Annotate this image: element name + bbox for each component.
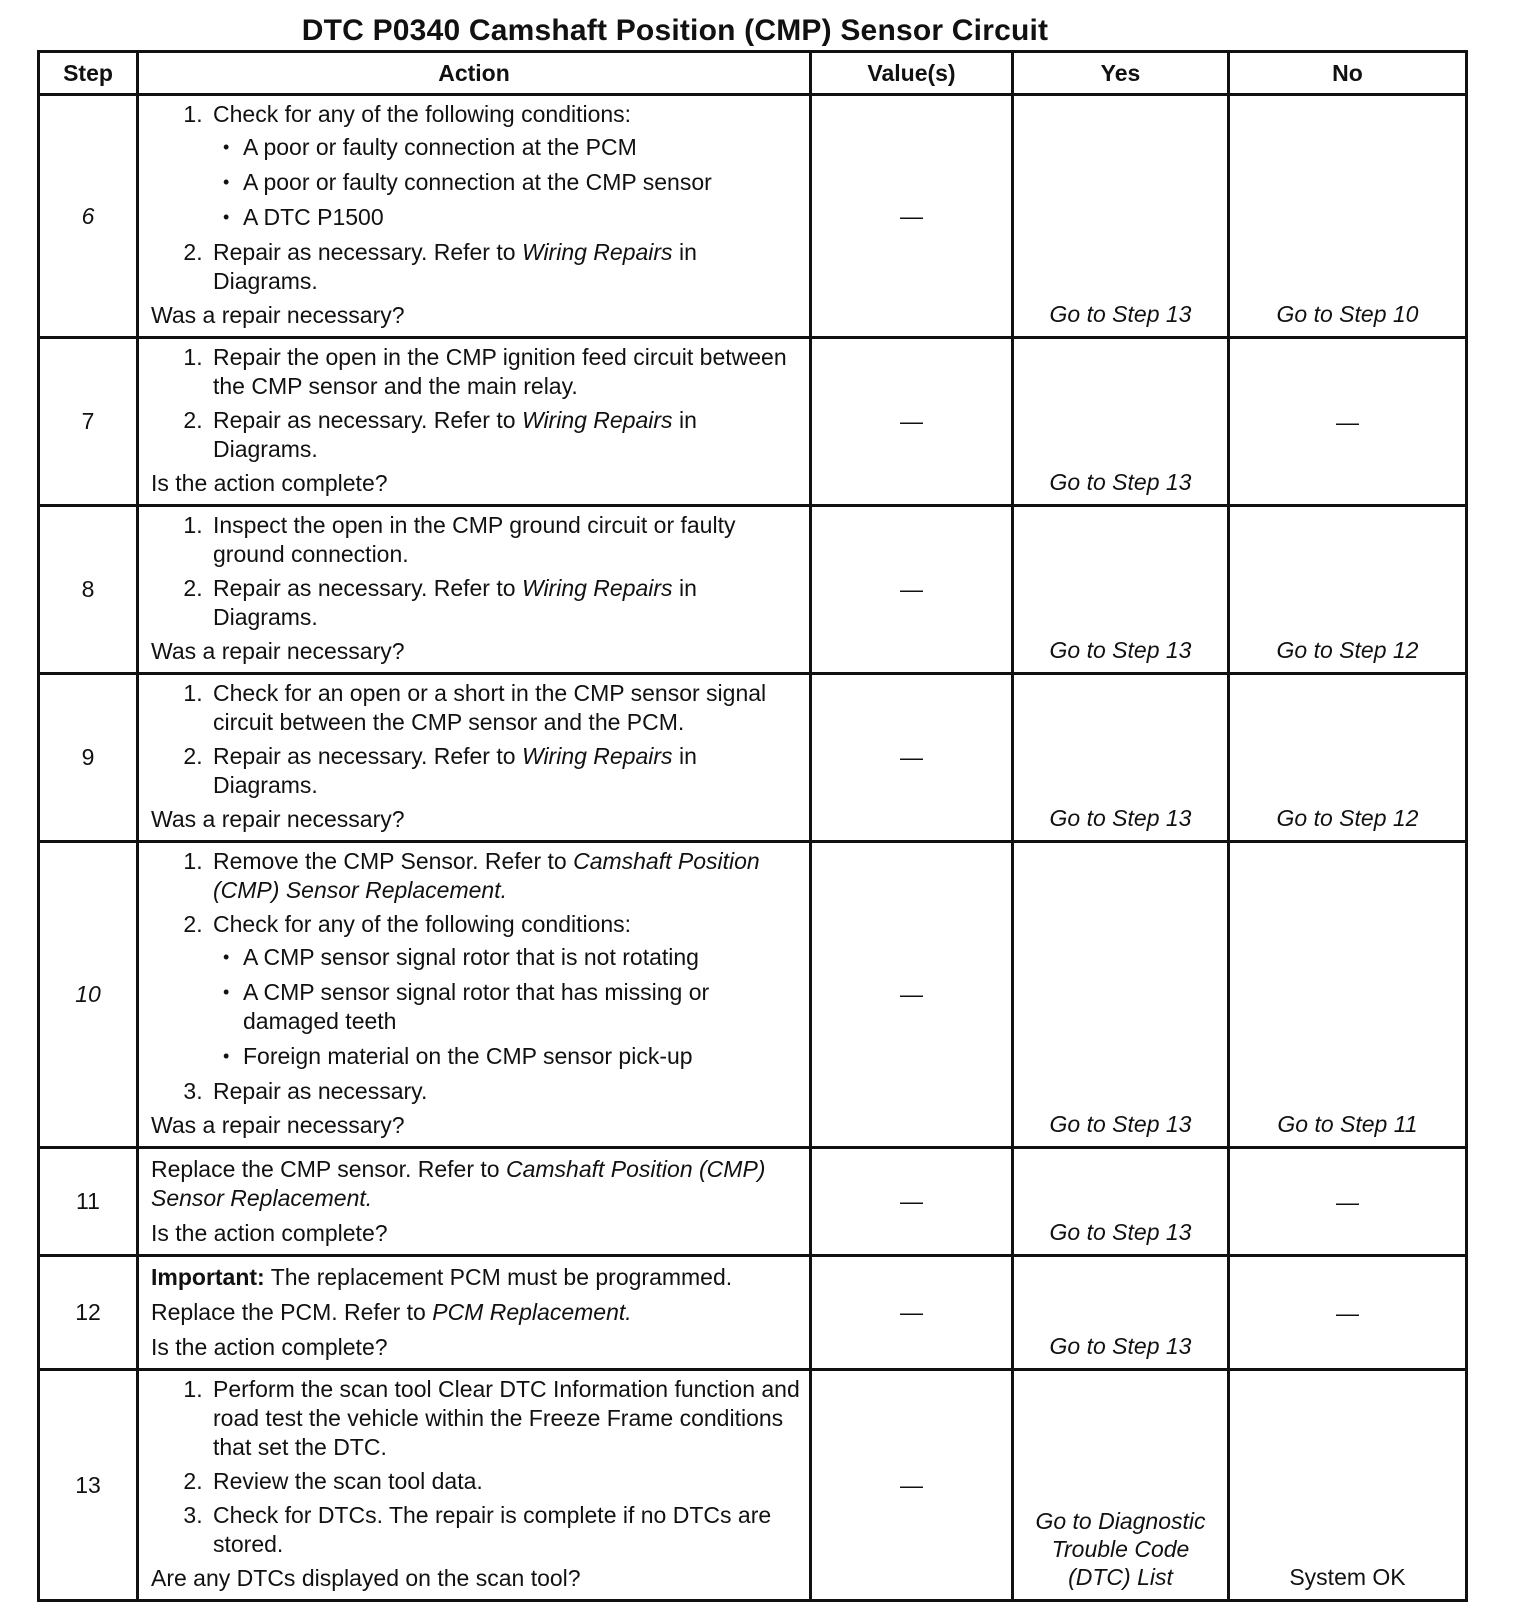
action-cell (138, 1370, 811, 1601)
condition-bullet: • A CMP sensor signal rotor that is not rotating (223, 943, 801, 972)
yes-cell: Go to Step 13 (1013, 1148, 1229, 1256)
reference-link: Wiring Repairs (521, 743, 673, 769)
step-number: 12 (39, 1256, 138, 1370)
value-cell: — (811, 1256, 1013, 1370)
reference-link: Camshaft Position (CMP) Sensor Replacement. (213, 848, 760, 903)
yes-cell: Go to Step 13 (1013, 842, 1229, 1148)
header-row (39, 52, 1467, 95)
action-item: 1. Perform the scan tool Clear DTC Information function and road test the vehicle within the Freeze Frame conditions that set the DTC. (209, 1375, 801, 1462)
condition-bullet: • A DTC P1500 (223, 203, 801, 232)
no-cell: Go to Step 11 (1229, 842, 1467, 1148)
yes-cell: Go to Step 13 (1013, 674, 1229, 842)
action-item: 1. Remove the CMP Sensor. Refer to Camshaft Position (CMP) Sensor Replacement. (209, 847, 801, 905)
step-number: 9 (39, 674, 138, 842)
question-text: Is the action complete? (151, 1334, 388, 1360)
value-cell: — (811, 674, 1013, 842)
value-cell: — (811, 338, 1013, 506)
question-text: Is the action complete? (151, 1220, 388, 1246)
yes-cell: Go to Step 13 (1013, 338, 1229, 506)
table-row (39, 506, 1467, 674)
value-cell: — (811, 95, 1013, 338)
action-item: 2. Repair as necessary. Refer to Wiring Repairs in Diagrams. (209, 574, 801, 632)
step-number: 13 (39, 1370, 138, 1601)
condition-bullet: • A CMP sensor signal rotor that has missing or damaged teeth (223, 978, 801, 1036)
step-number: 10 (39, 842, 138, 1148)
no-cell: — (1229, 1148, 1467, 1256)
value-cell: — (811, 506, 1013, 674)
value-cell: — (811, 842, 1013, 1148)
reference-link: Wiring Repairs (521, 239, 673, 265)
action-item: 1. Check for any of the following conditions: • A poor or faulty connection at the PCM • A poor or faulty connection at the CMP sensor • A DTC P1500 (209, 100, 801, 232)
yes-cell: Go to Diagnostic Trouble Code (DTC) List (1013, 1370, 1229, 1601)
no-cell: Go to Step 10 (1229, 95, 1467, 338)
question-text: Is the action complete? (151, 470, 388, 496)
header-step: Step (39, 52, 138, 95)
action-cell (138, 338, 811, 506)
yes-cell: Go to Step 13 (1013, 1256, 1229, 1370)
reference-link: Camshaft Position (CMP) Sensor Replacement. (151, 1156, 766, 1211)
action-item: 3. Check for DTCs. The repair is complete if no DTCs are stored. (209, 1501, 801, 1559)
step-number: 7 (39, 338, 138, 506)
table-row (39, 674, 1467, 842)
table-row (39, 1256, 1467, 1370)
question-text: Was a repair necessary? (151, 806, 405, 832)
reference-link: Diagnostic Trouble Code (DTC) List (1051, 1508, 1206, 1590)
action-item: 2. Review the scan tool data. (209, 1467, 801, 1496)
no-cell: — (1229, 338, 1467, 506)
no-cell: Go to Step 12 (1229, 674, 1467, 842)
value-cell: — (811, 1370, 1013, 1601)
question-text: Was a repair necessary? (151, 302, 405, 328)
step-number: 6 (39, 95, 138, 338)
action-item: 2. Check for any of the following conditions: • A CMP sensor signal rotor that is not rotating • A CMP sensor signal rotor that has missing or damaged teeth • Foreign material on the CMP sensor pick-up (209, 910, 801, 1071)
yes-cell: Go to Step 13 (1013, 506, 1229, 674)
page-title: DTC P0340 Camshaft Position (CMP) Sensor Circuit (301, 14, 1049, 47)
header-no: No (1229, 52, 1467, 95)
action-cell (138, 674, 811, 842)
table-row (39, 842, 1467, 1148)
action-cell (138, 842, 811, 1148)
action-item: 1. Check for an open or a short in the CMP sensor signal circuit between the CMP sensor and the PCM. (209, 679, 801, 737)
action-cell: Replace the CMP sensor. Refer to Camshaft Position (CMP) Sensor Replacement. Is the action complete? (138, 1148, 811, 1256)
diagnostic-table (37, 50, 1468, 1602)
action-item: 2. Repair as necessary. Refer to Wiring Repairs in Diagrams. (209, 406, 801, 464)
header-values: Value(s) (811, 52, 1013, 95)
yes-cell: Go to Step 13 (1013, 95, 1229, 338)
no-cell: System OK (1229, 1370, 1467, 1601)
action-cell: Important: The replacement PCM must be programmed. Replace the PCM. Refer to PCM Replacement. Is the action complete? (138, 1256, 811, 1370)
action-item: 2. Repair as necessary. Refer to Wiring Repairs in Diagrams. (209, 742, 801, 800)
question-text: Was a repair necessary? (151, 638, 405, 664)
reference-link: PCM Replacement. (432, 1299, 632, 1325)
condition-bullet: • A poor or faulty connection at the CMP sensor (223, 168, 801, 197)
action-item: 2. Repair as necessary. Refer to Wiring Repairs in Diagrams. (209, 238, 801, 296)
action-cell (138, 506, 811, 674)
table-row (39, 95, 1467, 338)
no-cell: — (1229, 1256, 1467, 1370)
table-row (39, 1370, 1467, 1601)
action-item: 1. Inspect the open in the CMP ground circuit or faulty ground connection. (209, 511, 801, 569)
reference-link: Wiring Repairs (521, 575, 673, 601)
no-cell: Go to Step 12 (1229, 506, 1467, 674)
table-row (39, 1148, 1467, 1256)
question-text: Was a repair necessary? (151, 1112, 405, 1138)
table-row (39, 338, 1467, 506)
important-note: Important: The replacement PCM must be programmed. (151, 1264, 733, 1290)
condition-bullet: • Foreign material on the CMP sensor pick-up (223, 1042, 801, 1071)
step-number: 8 (39, 506, 138, 674)
action-item: 1. Repair the open in the CMP ignition feed circuit between the CMP sensor and the main relay. (209, 343, 801, 401)
step-number: 11 (39, 1148, 138, 1256)
value-cell: — (811, 1148, 1013, 1256)
header-action: Action (138, 52, 811, 95)
question-text: Are any DTCs displayed on the scan tool? (151, 1565, 581, 1591)
reference-link: Wiring Repairs (521, 407, 673, 433)
action-item: 3. Repair as necessary. (209, 1077, 801, 1106)
action-cell (138, 95, 811, 338)
header-yes: Yes (1013, 52, 1229, 95)
condition-bullet: • A poor or faulty connection at the PCM (223, 133, 801, 162)
